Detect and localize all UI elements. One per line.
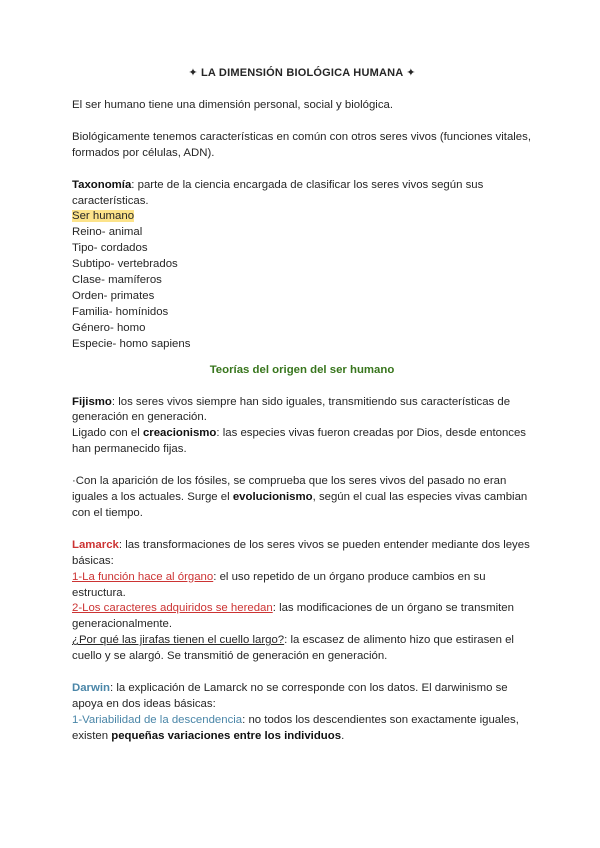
creacionismo-paragraph <box>72 426 532 458</box>
evolucionismo-pre: ·Con la aparición de los fósiles, se comprueba que los seres vivos del pasado no eran iguales a los actuales. Surge el <box>72 475 507 504</box>
darwin-paragraph <box>72 681 532 713</box>
fijismo-text: : los seres vivos siempre han sido iguales, transmitiendo sus características de generación en generación. <box>72 395 511 424</box>
evolucionismo-term: evolucionismo <box>232 491 313 504</box>
taxonomy-level: Género- homo <box>72 321 146 334</box>
evolucionismo-paragraph <box>72 474 532 522</box>
darwin-text: : la explicación de Lamarck no se corresponde con los datos. El darwinismo se apoya en dos ideas básicas: <box>72 682 508 710</box>
section-heading: Teorías del origen del ser humano <box>209 363 395 376</box>
evolucionismo-post: , según el cual las especies vivas cambian con el tiempo. <box>72 491 528 519</box>
law1-text: : el uso repetido de un órgano produce cambios en su estructura. <box>72 570 486 599</box>
taxonomy-paragraph <box>72 178 532 210</box>
law2-label: 2-Los caracteres adquiridos se heredan <box>72 602 273 615</box>
lamarck-text: : las transformaciones de los seres vivos se pueden entender mediante dos leyes básicas: <box>72 538 530 567</box>
highlighted-text: Ser humano <box>72 210 135 223</box>
creacionismo-pre: Ligado con el <box>72 427 143 440</box>
lamarck-law-2 <box>72 601 532 633</box>
idea1-pre: : no todos los descendientes son exactamente iguales, existen <box>72 713 519 742</box>
idea1-label: 1-Variabilidad de la descendencia <box>72 713 243 726</box>
law2-text: : las modificaciones de un órgano se transmiten generacionalmente. <box>72 602 514 631</box>
creacionismo-post: : las especies vivas fueron creadas por Dios, desde entonces han permanecido fijas. <box>72 427 527 456</box>
page-title: ✦ LA DIMENSIÓN BIOLÓGICA HUMANA ✦ <box>188 67 416 79</box>
darwin-idea-1 <box>72 713 532 745</box>
example-answer: : la escasez de alimento hizo que estirasen el cuello y se alargó. Se transmitió de generación en generación. <box>72 634 514 663</box>
lamarck-law-1 <box>72 570 532 602</box>
idea1-post: . <box>341 729 345 742</box>
darwin-term: Darwin <box>72 682 110 695</box>
intro-paragraph: El ser humano tiene una dimensión personal, social y biológica. <box>72 98 394 111</box>
fijismo-paragraph <box>72 395 532 427</box>
taxonomy-highlight-line <box>72 209 532 225</box>
bio-paragraph: Biológicamente tenemos características en común con otros seres vivos (funciones vitales, formados por células, ADN). <box>72 130 532 159</box>
lamarck-example <box>72 633 532 665</box>
taxonomy-definition: : parte de la ciencia encargada de clasificar los seres vivos según sus características. <box>72 178 484 207</box>
taxonomy-level: Especie- homo sapiens <box>72 337 191 350</box>
taxonomy-level: Orden- primates <box>72 289 155 302</box>
taxonomy-term: Taxonomía <box>72 178 132 191</box>
taxonomy-level: Clase- mamíferos <box>72 274 162 287</box>
lamarck-term: Lamarck <box>72 538 119 551</box>
taxonomy-level: Reino- animal <box>72 226 143 239</box>
creacionismo-term: creacionismo <box>142 427 217 440</box>
document-page <box>72 66 532 745</box>
example-question: ¿Por qué las jirafas tienen el cuello largo? <box>72 634 285 647</box>
law1-label: 1-La función hace al órgano <box>72 570 214 583</box>
fijismo-term: Fijismo <box>72 395 112 408</box>
lamarck-paragraph <box>72 538 532 570</box>
taxonomy-level: Tipo- cordados <box>72 242 148 255</box>
taxonomy-level: Familia- homínidos <box>72 305 169 318</box>
taxonomy-level: Subtipo- vertebrados <box>72 258 178 271</box>
idea1-bold: pequeñas variaciones entre los individuos <box>111 729 342 742</box>
